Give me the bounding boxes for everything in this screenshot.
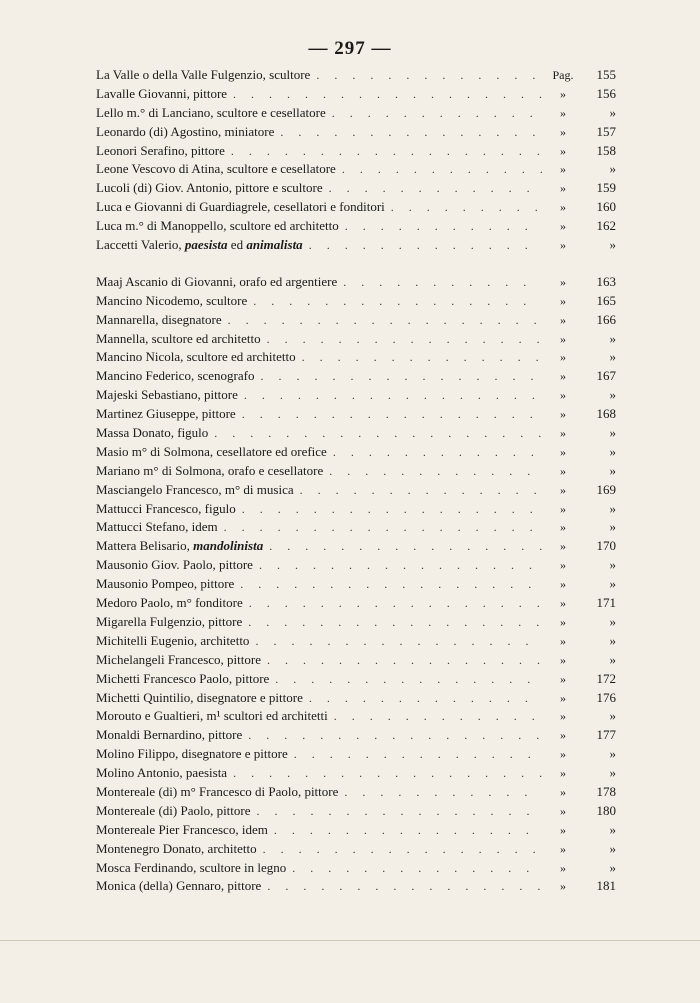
index-entry — [96, 198, 616, 217]
ditto-mark: » — [560, 841, 566, 856]
leader-dots — [342, 160, 542, 179]
page-ref: 159 — [596, 180, 616, 196]
leader-dots — [214, 424, 542, 443]
index-entry — [96, 386, 616, 405]
ditto-mark: » — [560, 747, 566, 762]
ditto-mark: » — [560, 520, 566, 535]
index-entry — [96, 632, 616, 651]
index-entry — [96, 367, 616, 386]
entry-name: Masio m° di Solmona, cesellatore ed orefice — [96, 443, 327, 459]
page-ref: » — [609, 462, 616, 478]
page-ref: » — [609, 557, 616, 573]
entry-name: Morouto e Gualtieri, m¹ scultori ed architetti — [96, 708, 328, 724]
ditto-mark: » — [560, 633, 566, 648]
ditto-mark: » — [560, 803, 566, 818]
leader-dots — [329, 179, 542, 198]
entry-name: Montereale Pier Francesco, idem — [96, 821, 268, 837]
index-entry — [96, 651, 616, 670]
page-ref: 181 — [596, 878, 616, 894]
index-entry — [96, 802, 616, 821]
index-entry — [96, 123, 616, 142]
page-ref: » — [609, 651, 616, 667]
ditto-mark: » — [560, 219, 566, 234]
page-ref: » — [609, 443, 616, 459]
leader-dots — [329, 462, 542, 481]
page-number: — 297 — — [308, 38, 392, 59]
entry-name: Mattucci Francesco, figulo — [96, 500, 236, 516]
index-entry — [96, 537, 616, 556]
entry-name: Luca e Giovanni di Guardiagrele, cesellatori e fonditori — [96, 199, 385, 215]
entry-name: Mausonio Pompeo, pittore — [96, 576, 235, 592]
leader-dots — [345, 217, 542, 236]
page-edge-line — [0, 940, 700, 941]
ditto-mark: » — [560, 558, 566, 573]
page-ref: 171 — [596, 595, 616, 611]
entry-name: Mancino Federico, scenografo — [96, 368, 255, 384]
ditto-mark: » — [560, 162, 566, 177]
leader-dots — [233, 764, 542, 783]
index-entry — [96, 670, 616, 689]
entry-name: Michitelli Eugenio, architetto — [96, 632, 250, 648]
page-ref: » — [609, 840, 616, 856]
index-entry — [96, 745, 616, 764]
leader-dots — [302, 348, 542, 367]
index-entry — [96, 292, 616, 311]
ditto-mark: » — [560, 274, 566, 289]
index-entry — [96, 443, 616, 462]
ditto-mark: » — [560, 444, 566, 459]
page-ref: 180 — [596, 802, 616, 818]
page-ref: 162 — [596, 218, 616, 234]
ditto-mark: » — [560, 671, 566, 686]
ditto-mark: » — [560, 407, 566, 422]
page-ref: » — [609, 349, 616, 365]
ditto-mark: » — [560, 652, 566, 667]
ditto-mark: » — [560, 482, 566, 497]
entry-name: Mannella, scultore ed architetto — [96, 330, 261, 346]
index-entry — [96, 236, 616, 255]
ditto-mark: » — [560, 690, 566, 705]
ditto-mark: » — [560, 143, 566, 158]
entry-name: Mannarella, disegnatore — [96, 311, 222, 327]
index-entry — [96, 613, 616, 632]
index-entry — [96, 462, 616, 481]
page-ref: 176 — [596, 689, 616, 705]
leader-dots — [274, 821, 542, 840]
index-entry — [96, 594, 616, 613]
index-entry — [96, 424, 616, 443]
leader-dots — [257, 802, 542, 821]
page-ref: 166 — [596, 311, 616, 327]
leader-dots — [240, 575, 542, 594]
entry-name: Molino Antonio, paesista — [96, 765, 228, 781]
leader-dots — [267, 330, 542, 349]
leader-dots — [253, 292, 542, 311]
page-ref: 178 — [596, 783, 616, 799]
ditto-mark: » — [560, 238, 566, 253]
index-entry — [96, 179, 616, 198]
entry-name: Montenegro Donato, architetto — [96, 840, 257, 856]
entry-name: Leone Vescovo di Atina, scultore e cesellatore — [96, 161, 336, 177]
ditto-mark: » — [560, 369, 566, 384]
entry-name: Molino Filippo, disegnatore e pittore — [96, 746, 288, 762]
leader-dots — [334, 707, 542, 726]
index-entry — [96, 575, 616, 594]
page-ref: » — [609, 237, 616, 253]
ditto-mark: » — [560, 388, 566, 403]
ditto-mark: » — [560, 293, 566, 308]
entry-name: Laccetti Valerio, paesista ed animalista — [96, 237, 303, 253]
page-ref: » — [609, 708, 616, 724]
entry-italic: mandolinista — [193, 538, 264, 554]
leader-dots — [316, 66, 542, 85]
entry-name: Medoro Paolo, m° fonditore — [96, 595, 243, 611]
leader-dots — [300, 481, 542, 500]
page-ref: 177 — [596, 727, 616, 743]
entry-name: Mancino Nicola, scultore ed architetto — [96, 349, 296, 365]
page-ref: 170 — [596, 538, 616, 554]
page-ref: » — [609, 746, 616, 762]
leader-dots — [224, 518, 542, 537]
index-entry — [96, 481, 616, 500]
page-ref: 158 — [596, 142, 616, 158]
ditto-mark: » — [560, 331, 566, 346]
index-entry — [96, 348, 616, 367]
leader-dots — [294, 745, 542, 764]
index-entry — [96, 821, 616, 840]
leader-dots — [267, 877, 542, 896]
entry-name: Martinez Giuseppe, pittore — [96, 406, 236, 422]
page-ref: 167 — [596, 368, 616, 384]
index-entry — [96, 104, 616, 123]
entry-name: Majeski Sebastiano, pittore — [96, 387, 238, 403]
ditto-mark: » — [560, 822, 566, 837]
page-ref: 157 — [596, 123, 616, 139]
leader-dots — [263, 840, 542, 859]
entry-name: Mosca Ferdinando, scultore in legno — [96, 859, 287, 875]
leader-dots — [275, 670, 542, 689]
entry-name: Montereale (di) Paolo, pittore — [96, 802, 251, 818]
ditto-mark: » — [560, 577, 566, 592]
ditto-mark: » — [560, 426, 566, 441]
page-ref: » — [609, 765, 616, 781]
entry-name: Mattucci Stefano, idem — [96, 519, 218, 535]
index-entry — [96, 405, 616, 424]
index-entry — [96, 142, 616, 161]
ditto-mark: Pag. — [552, 68, 574, 82]
entry-name: Montereale (di) m° Francesco di Paolo, pittore — [96, 783, 339, 799]
leader-dots — [332, 104, 542, 123]
entry-name: Monaldi Bernardino, pittore — [96, 727, 243, 743]
page-ref: 169 — [596, 481, 616, 497]
page-ref: » — [609, 330, 616, 346]
leader-dots — [344, 783, 542, 802]
leader-dots — [309, 689, 542, 708]
index-entry — [96, 311, 616, 330]
ditto-mark: » — [560, 539, 566, 554]
index-entry — [96, 726, 616, 745]
index-entry — [96, 160, 616, 179]
entry-name: Mausonio Giov. Paolo, pittore — [96, 557, 253, 573]
ditto-mark: » — [560, 124, 566, 139]
entry-name: Mattera Belisario, mandolinista — [96, 538, 264, 554]
ditto-mark: » — [560, 879, 566, 894]
index-entry — [96, 859, 616, 878]
index-entry — [96, 330, 616, 349]
leader-dots — [231, 142, 542, 161]
leader-dots — [292, 859, 542, 878]
page-ref: 160 — [596, 199, 616, 215]
leader-dots — [280, 123, 542, 142]
entry-name: Lucoli (di) Giov. Antonio, pittore e scultore — [96, 180, 323, 196]
ditto-mark: » — [560, 860, 566, 875]
entry-name: Mancino Nicodemo, scultore — [96, 292, 248, 308]
ditto-mark: » — [560, 709, 566, 724]
index-entry — [96, 783, 616, 802]
leader-dots — [244, 386, 542, 405]
index-entry — [96, 273, 616, 292]
leader-dots — [248, 726, 542, 745]
entry-name: Maaj Ascanio di Giovanni, orafo ed argentiere — [96, 273, 338, 289]
ditto-mark: » — [560, 105, 566, 120]
ditto-mark: » — [560, 766, 566, 781]
entry-name: Luca m.° di Manoppello, scultore ed architetto — [96, 218, 339, 234]
page-ref: 155 — [596, 67, 616, 82]
page-ref: 168 — [596, 406, 616, 422]
index-group — [96, 66, 616, 255]
page-ref: » — [609, 519, 616, 535]
ditto-mark: » — [560, 614, 566, 629]
entry-name: Lello m.° di Lanciano, scultore e cesellatore — [96, 104, 326, 120]
entry-name: Mariano m° di Solmona, orafo e cesellatore — [96, 462, 324, 478]
leader-dots — [391, 198, 542, 217]
leader-dots — [333, 443, 542, 462]
ditto-mark: » — [560, 181, 566, 196]
page-ref: » — [609, 632, 616, 648]
page-ref: » — [609, 425, 616, 441]
leader-dots — [242, 500, 542, 519]
ditto-mark: » — [560, 728, 566, 743]
leader-dots — [228, 311, 542, 330]
entry-italic: paesista — [184, 237, 228, 253]
leader-dots — [259, 556, 542, 575]
index-entry — [96, 764, 616, 783]
page-ref: » — [609, 576, 616, 592]
entry-name: Leonardo (di) Agostino, miniatore — [96, 123, 275, 139]
entry-italic: animalista — [246, 237, 303, 253]
ditto-mark: » — [560, 312, 566, 327]
page-ref: » — [609, 821, 616, 837]
leader-dots — [248, 613, 542, 632]
page-ref: » — [609, 859, 616, 875]
index-entry — [96, 217, 616, 236]
page-ref: » — [609, 387, 616, 403]
leader-dots — [267, 651, 542, 670]
entry-name: Monica (della) Gennaro, pittore — [96, 878, 262, 894]
page-ref: » — [609, 613, 616, 629]
leader-dots — [242, 405, 542, 424]
page-ref: » — [609, 161, 616, 177]
entry-name: Leonori Serafino, pittore — [96, 142, 225, 158]
entry-name: Massa Donato, figulo — [96, 425, 209, 441]
entry-name: La Valle o della Valle Fulgenzio, scultore — [96, 67, 311, 82]
index-entry — [96, 518, 616, 537]
ditto-mark: » — [560, 86, 566, 101]
page-ref: 163 — [596, 273, 616, 289]
leader-dots — [249, 594, 542, 613]
index-entry — [96, 689, 616, 708]
leader-dots — [269, 537, 542, 556]
ditto-mark: » — [560, 501, 566, 516]
artist-index — [96, 66, 616, 896]
entry-name: Lavalle Giovanni, pittore — [96, 85, 228, 101]
page-ref: 156 — [596, 85, 616, 101]
index-group — [96, 273, 616, 896]
ditto-mark: » — [560, 200, 566, 215]
page-ref: 165 — [596, 292, 616, 308]
page-ref: 172 — [596, 670, 616, 686]
page-ref: » — [609, 500, 616, 516]
entry-name: Michelangeli Francesco, pittore — [96, 651, 261, 667]
leader-dots — [255, 632, 542, 651]
index-entry — [96, 556, 616, 575]
entry-name: Masciangelo Francesco, m° di musica — [96, 481, 294, 497]
index-entry — [96, 707, 616, 726]
leader-dots — [260, 367, 542, 386]
entry-name: Migarella Fulgenzio, pittore — [96, 613, 243, 629]
entry-name: Michetti Quintilio, disegnatore e pittore — [96, 689, 303, 705]
ditto-mark: » — [560, 596, 566, 611]
ditto-mark: » — [560, 463, 566, 478]
ditto-mark: » — [560, 350, 566, 365]
index-entry — [96, 66, 616, 85]
index-entry — [96, 500, 616, 519]
leader-dots — [343, 273, 542, 292]
leader-dots — [309, 236, 542, 255]
index-entry — [96, 840, 616, 859]
ditto-mark: » — [560, 784, 566, 799]
entry-name: Michetti Francesco Paolo, pittore — [96, 670, 270, 686]
index-entry — [96, 85, 616, 104]
leader-dots — [233, 85, 542, 104]
page-ref: » — [609, 104, 616, 120]
index-entry — [96, 877, 616, 896]
